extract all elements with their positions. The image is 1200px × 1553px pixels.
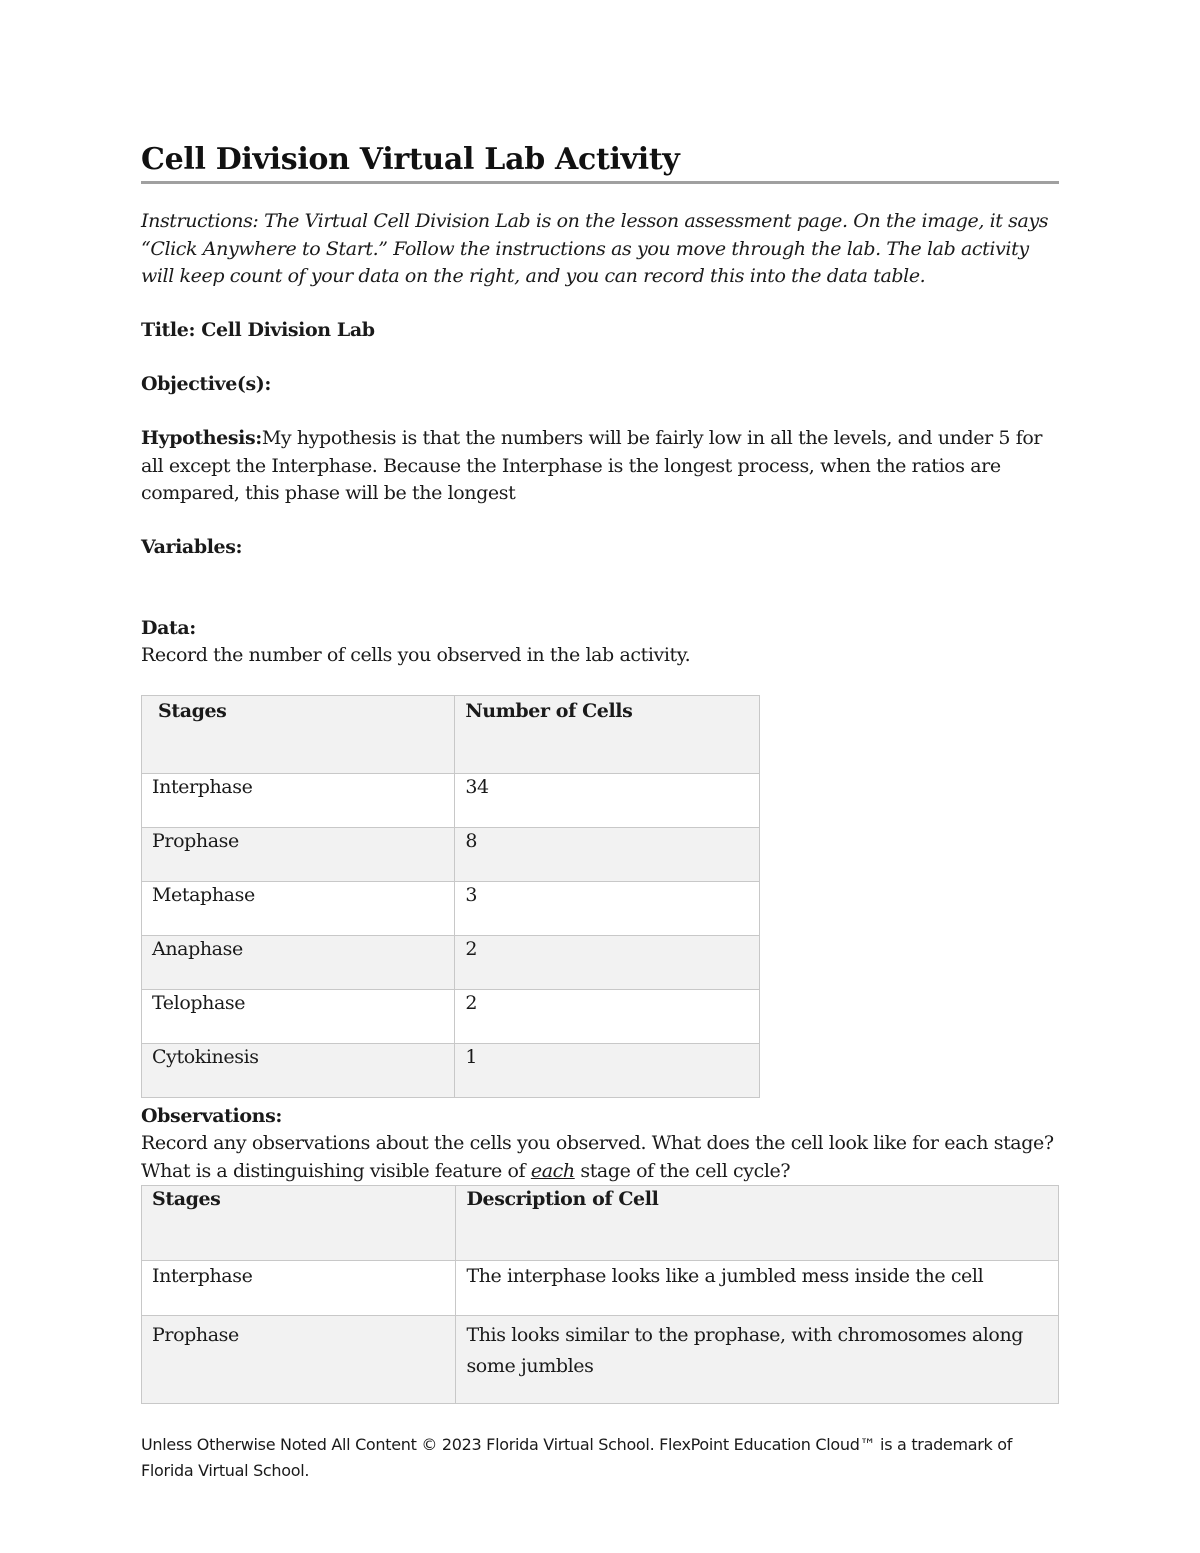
data-table-header-stages: Stages <box>142 696 455 774</box>
table-row <box>142 1261 1059 1316</box>
stage-cell: Metaphase <box>142 882 455 936</box>
observations-table-header-row <box>142 1186 1059 1261</box>
observations-table <box>141 1185 1059 1404</box>
hypothesis-label: Hypothesis: <box>141 427 262 449</box>
hypothesis-paragraph <box>141 425 1059 508</box>
stage-cell: Anaphase <box>142 936 455 990</box>
stage-cell: Cytokinesis <box>142 1044 455 1098</box>
title-underline-divider <box>141 181 1059 184</box>
table-row <box>142 1044 760 1098</box>
count-cell: 8 <box>455 828 760 882</box>
description-cell: This looks similar to the prophase, with chromosomes along some jumbles <box>456 1316 1059 1404</box>
observations-header-stages: Stages <box>142 1186 456 1261</box>
table-row <box>142 882 760 936</box>
copyright-footer: Unless Otherwise Noted All Content © 2023 Florida Virtual School. FlexPoint Education Cloud™ is a trademark of Florida Virtual School. <box>141 1435 1013 1480</box>
stage-cell: Interphase <box>142 1261 456 1316</box>
table-row <box>142 774 760 828</box>
data-prompt: Record the number of cells you observed in the lab activity. <box>141 644 691 666</box>
data-table-header-row <box>142 696 760 774</box>
table-row <box>142 1316 1059 1404</box>
variables-label: Variables: <box>141 536 243 558</box>
count-cell: 2 <box>455 990 760 1044</box>
observations-header-description: Description of Cell <box>456 1186 1059 1261</box>
count-cell: 34 <box>455 774 760 828</box>
lab-title-value: Cell Division Lab <box>195 319 375 341</box>
count-cell: 2 <box>455 936 760 990</box>
variables-line <box>141 534 1059 562</box>
data-label: Data: <box>141 617 196 639</box>
data-heading <box>141 615 1059 643</box>
table-row <box>142 828 760 882</box>
document-title: Cell Division Virtual Lab Activity <box>141 142 680 177</box>
objective-line <box>141 371 1059 399</box>
stage-cell: Prophase <box>142 1316 456 1404</box>
data-table <box>141 695 760 1098</box>
description-cell: The interphase looks like a jumbled mess inside the cell <box>456 1261 1059 1316</box>
observations-prompt <box>141 1130 1059 1185</box>
instructions-paragraph: Instructions: The Virtual Cell Division Lab is on the lesson assessment page. On the image, it says “Click Anywhere to Start.” Follow the instructions as you move through the lab. The lab activity will keep count of your data on the right, and you can record this into the data table. <box>141 210 1049 287</box>
stage-cell: Prophase <box>142 828 455 882</box>
observations-label: Observations: <box>141 1105 282 1127</box>
hypothesis-text: My hypothesis is that the numbers will be fairly low in all the levels, and under 5 for all except the Interphase. Because the Interphase is the longest process, when the ratios are compared, this phase will be the longest <box>141 427 1043 504</box>
objective-label: Objective(s): <box>141 373 271 395</box>
stage-cell: Interphase <box>142 774 455 828</box>
stage-cell: Telophase <box>142 990 455 1044</box>
observations-prompt-emphasis: each <box>530 1159 575 1182</box>
table-row <box>142 990 760 1044</box>
table-row <box>142 936 760 990</box>
count-cell: 1 <box>455 1044 760 1098</box>
lab-title-line <box>141 317 1059 345</box>
count-cell: 3 <box>455 882 760 936</box>
observations-heading <box>141 1103 1059 1131</box>
observations-prompt-part1: Record any observations about the cells you observed. What does the cell look like for each stage? What is a distinguishing visible feature of <box>141 1132 1054 1182</box>
data-table-header-count: Number of Cells <box>455 696 760 774</box>
observations-prompt-part2: stage of the cell cycle? <box>574 1159 791 1182</box>
lab-title-label: Title: <box>141 319 196 341</box>
